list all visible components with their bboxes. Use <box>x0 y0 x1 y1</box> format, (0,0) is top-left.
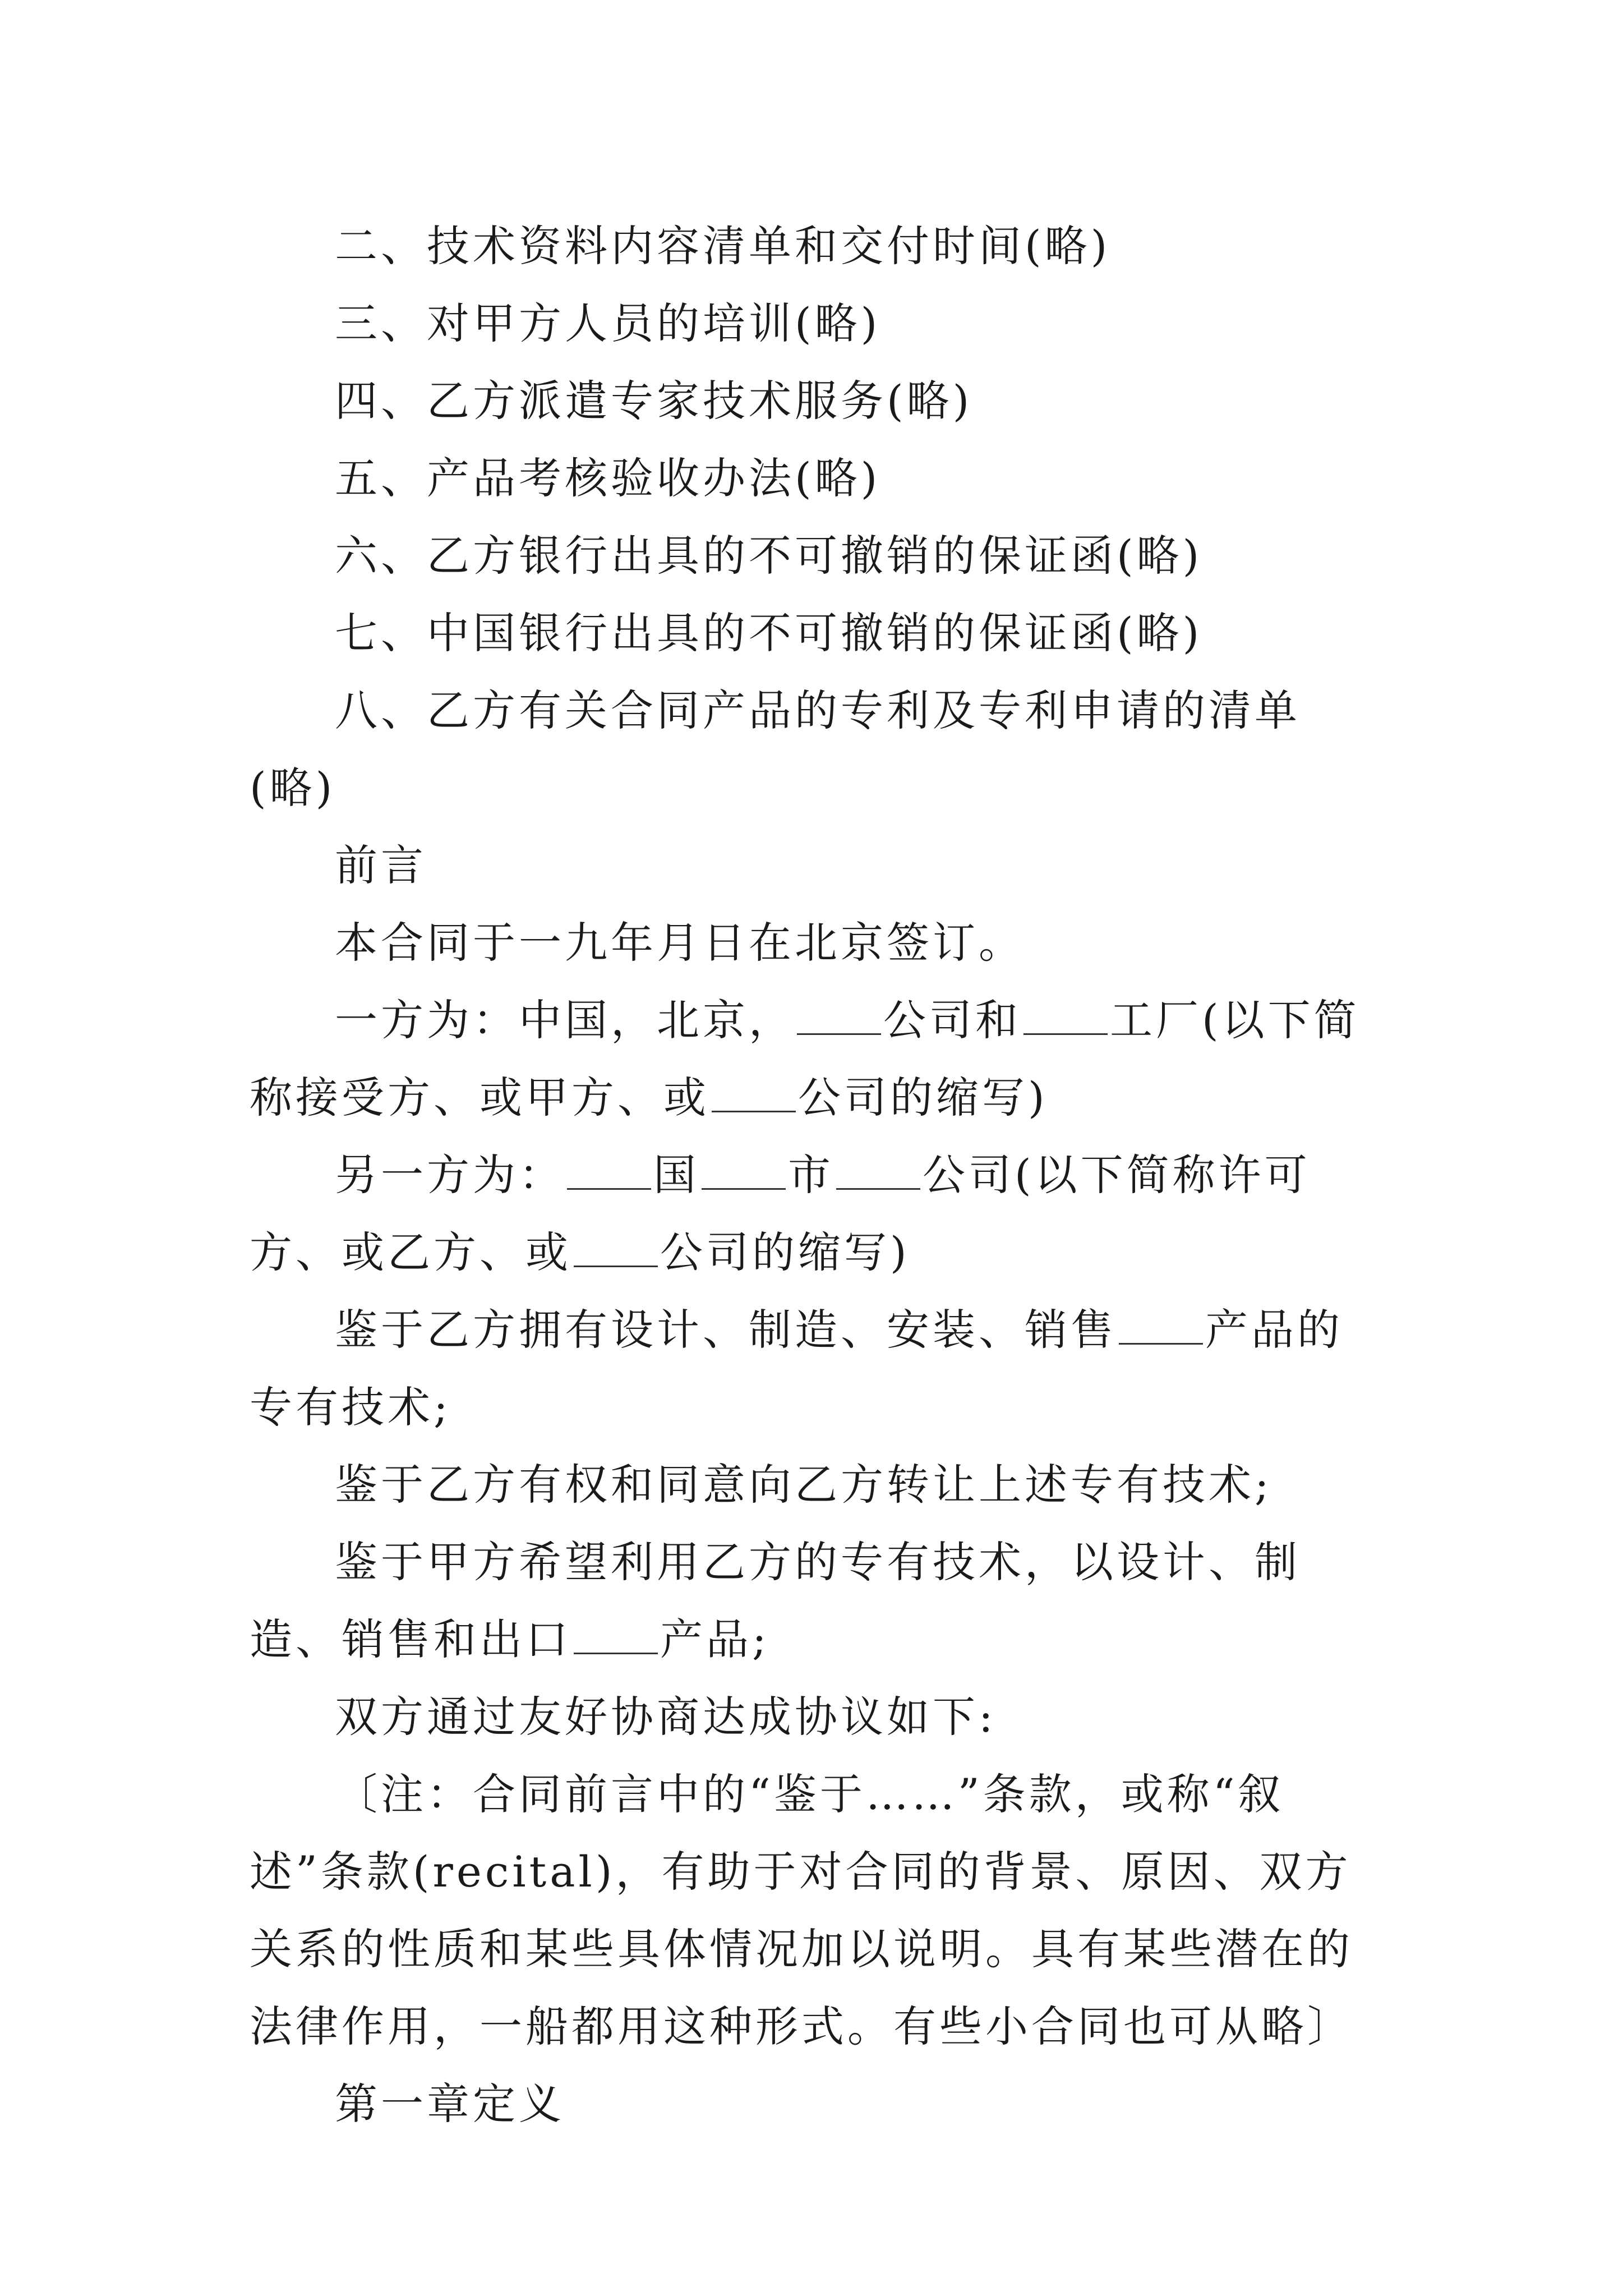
party-a-text-1: 一方为：中国，北京， <box>335 995 795 1045</box>
blank-field <box>1023 1000 1108 1035</box>
list-item: 八、乙方有关合同产品的专利及专利申请的清单(略) <box>250 685 1301 813</box>
blank-field <box>836 1154 920 1190</box>
agreement-statement: 双方通过友好协商达成协议如下: <box>335 1692 997 1742</box>
party-a-clause <box>250 982 1377 1137</box>
list-item: 二、技术资料内容清单和交付时间(略) <box>335 221 1111 271</box>
party-b-text-2: 国 <box>653 1150 699 1200</box>
blank-field <box>702 1154 786 1190</box>
preface-heading: 前言 <box>335 840 427 890</box>
party-a-text-2: 公司和 <box>883 995 1021 1045</box>
whereas-clause-2: 鉴于乙方有权和同意向乙方转让上述专有技术; <box>335 1460 1272 1510</box>
party-b-text-4: 公司(以下简称许可方、或乙方、或 <box>250 1150 1311 1277</box>
list-item: 三、对甲方人员的培训(略) <box>335 298 881 348</box>
party-b-clause <box>250 1137 1377 1291</box>
whereas-3-text-2: 产品; <box>660 1614 770 1664</box>
blank-field <box>1119 1309 1203 1345</box>
whereas-3-text-1: 鉴于甲方希望利用乙方的专有技术，以设计、制造、销售和出口 <box>250 1537 1301 1664</box>
signing-statement: 本合同于一九年月日在北京签订。 <box>335 918 1025 968</box>
party-b-text-3: 市 <box>788 1150 834 1200</box>
document-body <box>250 208 1377 2143</box>
blank-field <box>712 1077 796 1112</box>
whereas-clause-3 <box>250 1524 1377 1678</box>
whereas-clause-1 <box>250 1291 1377 1446</box>
party-a-text-4: 公司的缩写) <box>798 1073 1048 1122</box>
blank-field <box>567 1154 651 1190</box>
party-b-text-5: 公司的缩写) <box>660 1227 910 1277</box>
whereas-1-text-2: 产品的专有技术; <box>250 1305 1343 1432</box>
blank-field <box>797 1000 881 1035</box>
whereas-1-text-1: 鉴于乙方拥有设计、制造、安装、销售 <box>335 1305 1117 1355</box>
blank-field <box>574 1619 658 1654</box>
list-item: 六、乙方银行出具的不可撤销的保证函(略) <box>335 531 1203 581</box>
list-item: 五、产品考核验收办法(略) <box>335 453 881 503</box>
note-paragraph: 〔注：合同前言中的“鉴于……”条款，或称“叙述”条款(recital)，有助于对合同的背景、原因、双方关系的性质和某些具体情况加以说明。具有某些潜在的法律作用，一船都用这种形式。有些小合同也可从略〕 <box>250 1769 1353 2051</box>
party-b-text-1: 另一方为： <box>335 1150 565 1200</box>
list-item: 七、中国银行出具的不可撤销的保证函(略) <box>335 608 1203 658</box>
party-a-text-3: 工厂(以下简称接受方、或甲方、或 <box>250 995 1360 1122</box>
list-item: 四、乙方派遣专家技术服务(略) <box>335 376 973 426</box>
chapter-heading: 第一章定义 <box>335 2079 565 2129</box>
blank-field <box>574 1232 658 1267</box>
